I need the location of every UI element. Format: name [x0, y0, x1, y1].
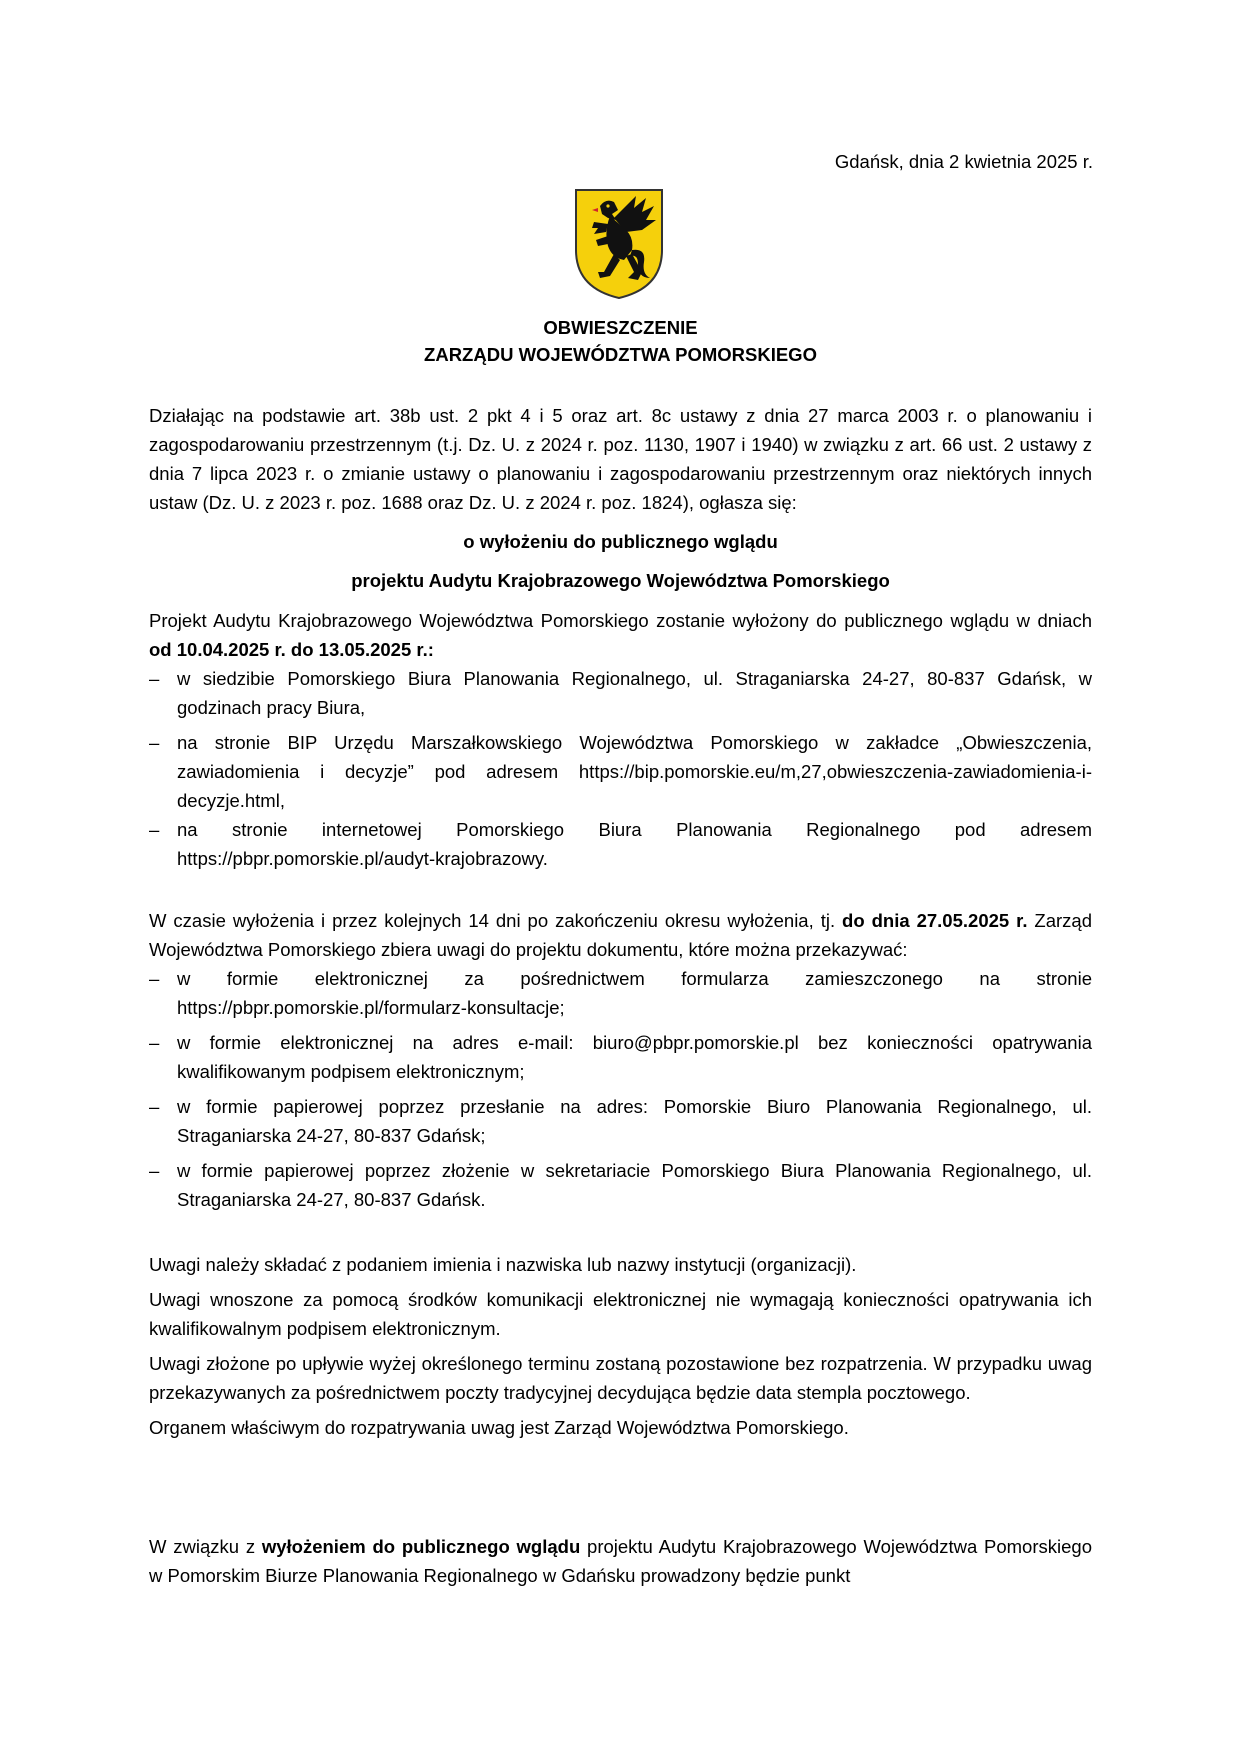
exhibition-dates: od 10.04.2025 r. do 13.05.2025 r.: — [149, 639, 434, 660]
list-item — [149, 1092, 1092, 1150]
list-item — [149, 964, 1092, 1022]
subject-line-2 — [149, 566, 1092, 595]
rule-paragraph: Uwagi złożone po upływie wyżej określonego terminu zostaną pozostawione bez rozpatrzenia. W przypadku uwag przekazywanych za pośrednictwem poczty tradycyjnej decydująca będzie data stempla pocztowego. — [149, 1353, 1092, 1403]
subject-line-2-text: projektu Audytu Krajobrazowego Województwa Pomorskiego — [351, 570, 890, 591]
document-title — [149, 314, 1092, 368]
title-line-1: OBWIESZCZENIE — [543, 317, 698, 338]
dash-bullet: – — [149, 732, 160, 753]
list-item — [149, 815, 1092, 873]
list-item-text: na stronie internetowej Pomorskiego Biura Planowania Regionalnego pod adresem https://pbpr.pomorskie.pl/audyt-krajobrazowy. — [177, 819, 1092, 869]
subject-line-1 — [149, 527, 1092, 556]
list-item-text: w siedzibie Pomorskiego Biura Planowania Regionalnego, ul. Straganiarska 24-27, 80-837 Gdańsk, w godzinach pracy Biura, — [177, 668, 1092, 718]
exhibition-paragraph — [149, 606, 1092, 664]
exhibition-section — [149, 606, 1092, 873]
list-item-text: w formie elektronicznej za pośrednictwem formularza zamieszczonego na stronie https://pbpr.pomorskie.pl/formularz-konsultacje; — [177, 968, 1092, 1018]
list-item — [149, 1028, 1092, 1086]
rules-section — [149, 1250, 1092, 1442]
subject-line-1-text: o wyłożeniu do publicznego wglądu — [463, 531, 778, 552]
comments-text-pre: W czasie wyłożenia i przez kolejnych 14 dni po zakończeniu okresu wyłożenia, tj. — [149, 910, 843, 931]
dash-bullet: – — [149, 668, 160, 689]
exhibition-places-list — [149, 664, 1092, 873]
list-item-text: w formie papierowej poprzez złożenie w sekretariacie Pomorskiego Biura Planowania Regionalnego, ul. Straganiarska 24-27, 80-837 Gdańsk. — [177, 1160, 1092, 1210]
title-line-2: ZARZĄDU WOJEWÓDZTWA POMORSKIEGO — [424, 344, 817, 365]
dash-bullet: – — [149, 968, 160, 989]
dash-bullet: – — [149, 819, 160, 840]
comments-methods-list — [149, 964, 1092, 1214]
intro-paragraph: Działając na podstawie art. 38b ust. 2 pkt 4 i 5 oraz art. 8c ustawy z dnia 27 marca 2003 r. o planowaniu i zagospodarowaniu przestrzennym (t.j. Dz. U. z 2024 r. poz. 1130, 1907 i 1940) w związku z art. 66 ust. 2 ustawy z dnia 7 lipca 2023 r. o zmianie ustawy o planowaniu i zagospodarowaniu przestrzennym oraz niektórych innych ustaw (Dz. U. z 2023 r. poz. 1688 oraz Dz. U. z 2024 r. poz. 1824), ogłasza się: — [149, 405, 1092, 513]
rule-paragraph: Uwagi wnoszone za pomocą środków komunikacji elektronicznej nie wymagają konieczności opatrywania ich kwalifikowalnym podpisem elektronicznym. — [149, 1289, 1092, 1339]
list-item-text: w formie papierowej poprzez przesłanie na adres: Pomorskie Biuro Planowania Regionalnego, ul. Straganiarska 24-27, 80-837 Gdańsk; — [177, 1096, 1092, 1146]
list-item — [149, 728, 1092, 815]
list-item-text: na stronie BIP Urzędu Marszałkowskiego Województwa Pomorskiego w zakładce „Obwieszczenia, zawiadomienia i decyzje” pod adresem https://bip.pomorskie.eu/m,27,obwieszczenia-zawiadomienia-i-decyzje.html, — [177, 732, 1092, 811]
dash-bullet: – — [149, 1160, 160, 1181]
exhibition-text: Projekt Audytu Krajobrazowego Województwa Pomorskiego zostanie wyłożony do publicznego wglądu w dniach — [149, 610, 1092, 631]
closing-text-pre: W związku z — [149, 1536, 262, 1557]
list-item-text: w formie elektronicznej na adres e-mail: biuro@pbpr.pomorskie.pl bez konieczności opatrywania kwalifikowanym podpisem elektronicznym; — [177, 1032, 1092, 1082]
closing-text-post: projektu Audytu Krajobrazowego Województwa Pomorskiego w Pomorskim Biurze Planowania Regionalnego w Gdańsku prowadzony będzie punkt — [149, 1536, 1092, 1586]
document-date: Gdańsk, dnia 2 kwietnia 2025 r. — [834, 151, 1093, 172]
list-item — [149, 1156, 1092, 1214]
comments-deadline: do dnia 27.05.2025 r. — [842, 910, 1028, 931]
rule-paragraph: Organem właściwym do rozpatrywania uwag jest Zarząd Województwa Pomorskiego. — [149, 1417, 849, 1438]
dash-bullet: – — [149, 1096, 160, 1117]
closing-paragraph — [149, 1532, 1092, 1590]
griffin-crest-icon — [574, 188, 664, 300]
rule-paragraph: Uwagi należy składać z podaniem imienia i nazwiska lub nazwy instytucji (organizacji). — [149, 1254, 857, 1275]
list-item — [149, 664, 1092, 722]
comments-paragraph — [149, 906, 1092, 964]
closing-bold: wyłożeniem do publicznego wglądu — [261, 1536, 581, 1557]
dash-bullet: – — [149, 1032, 160, 1053]
comments-text-post: Zarząd Województwa Pomorskiego zbiera uwagi do projektu dokumentu, które można przekazywać: — [149, 910, 1093, 960]
comments-section — [149, 906, 1092, 1214]
